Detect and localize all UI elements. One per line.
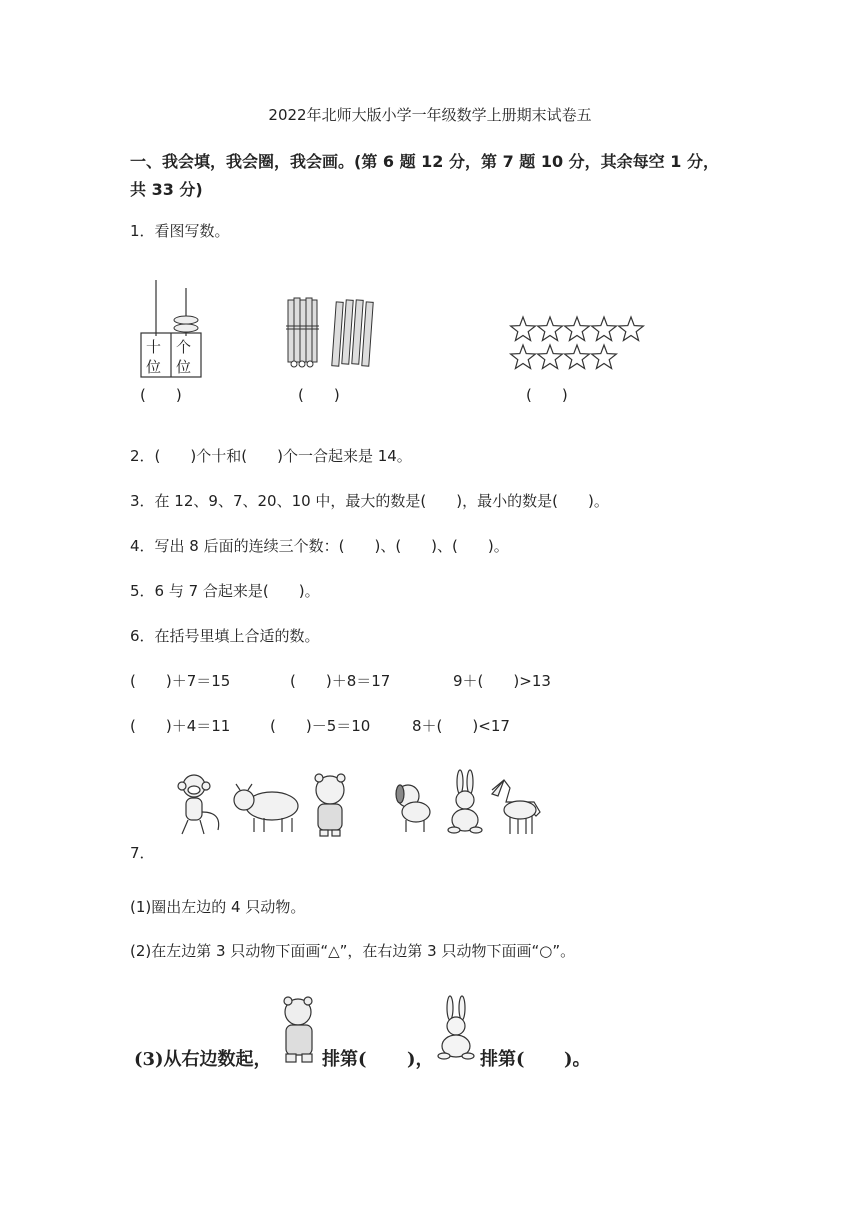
equation-1-3: 9＋( )>13: [453, 672, 551, 690]
question-6: 6．在括号里填上合适的数。: [130, 627, 320, 645]
rabbit-small-icon: [436, 996, 478, 1066]
section-heading-line1: 一、我会填，我会圈，我会画。(第 6 题 12 分，第 7 题 10 分，其余每空 1 分，: [130, 152, 719, 171]
horse-icon: [492, 780, 540, 834]
bear-icon: [315, 774, 345, 836]
star-icon: [592, 317, 617, 341]
sticks-answer-blank: ( ): [298, 386, 340, 404]
dog-icon: [396, 785, 430, 832]
page-title: 2022年北师大版小学一年级数学上册期末试卷五: [268, 106, 592, 124]
star-icon: [565, 345, 590, 369]
equation-2-3: 8＋( )<17: [412, 717, 510, 735]
abacus-tens-label: 十: [146, 338, 162, 356]
question-7-part-2: (2)在左边第 3 只动物下面画“△”，在右边第 3 只动物下面画“○”。: [130, 942, 576, 960]
equation-1-2: ( )＋8＝17: [290, 672, 391, 690]
question-7-part-3-prefix: (3)从右边数起，: [134, 1049, 272, 1070]
equation-2-1: ( )＋4＝11: [130, 717, 231, 735]
cow-icon: [234, 784, 298, 832]
rabbit-icon: [448, 770, 482, 833]
abacus-answer-blank: ( ): [140, 386, 182, 404]
animals-row: [172, 772, 557, 842]
question-7: 7．: [130, 844, 155, 862]
bear-small-icon: [278, 996, 320, 1066]
question-2: 2．( )个十和( )个一合起来是 14。: [130, 447, 412, 465]
question-7-part-1: (1)圈出左边的 4 只动物。: [130, 898, 306, 916]
abacus-ones-label: 个: [176, 338, 192, 356]
stars-answer-blank: ( ): [526, 386, 568, 404]
section-heading-line2: 共 33 分): [130, 180, 203, 199]
monkey-icon: [178, 775, 219, 834]
star-icon: [511, 317, 536, 341]
question-7-part-3-rabbit-rank: 排第(: [480, 1049, 525, 1070]
equation-1-1: ( )＋7＝15: [130, 672, 231, 690]
question-1: 1．看图写数。: [130, 222, 230, 240]
star-icon: [511, 345, 536, 369]
star-icon: [538, 317, 563, 341]
abacus-ones-label2: 位: [176, 358, 192, 376]
question-7-part-3-separator: )，: [407, 1049, 434, 1070]
question-5: 5．6 与 7 合起来是( )。: [130, 582, 320, 600]
star-icon: [538, 345, 563, 369]
question-4: 4．写出 8 后面的连续三个数：( )、( )、( )。: [130, 537, 509, 555]
section-heading: [130, 148, 750, 204]
star-icon: [619, 317, 644, 341]
stars-figure: [510, 316, 650, 372]
abacus-tens-label2: 位: [146, 358, 162, 376]
sticks-bundle-icon: [282, 296, 382, 376]
star-icon: [565, 317, 590, 341]
equation-2-2: ( )－5＝10: [270, 717, 371, 735]
question-3: 3．在 12、9、7、20、10 中，最大的数是( )，最小的数是( )。: [130, 492, 609, 510]
star-icon: [592, 345, 617, 369]
question-7-part-3-suffix: )。: [564, 1049, 591, 1070]
question-7-part-3-bear-rank: 排第(: [322, 1049, 367, 1070]
